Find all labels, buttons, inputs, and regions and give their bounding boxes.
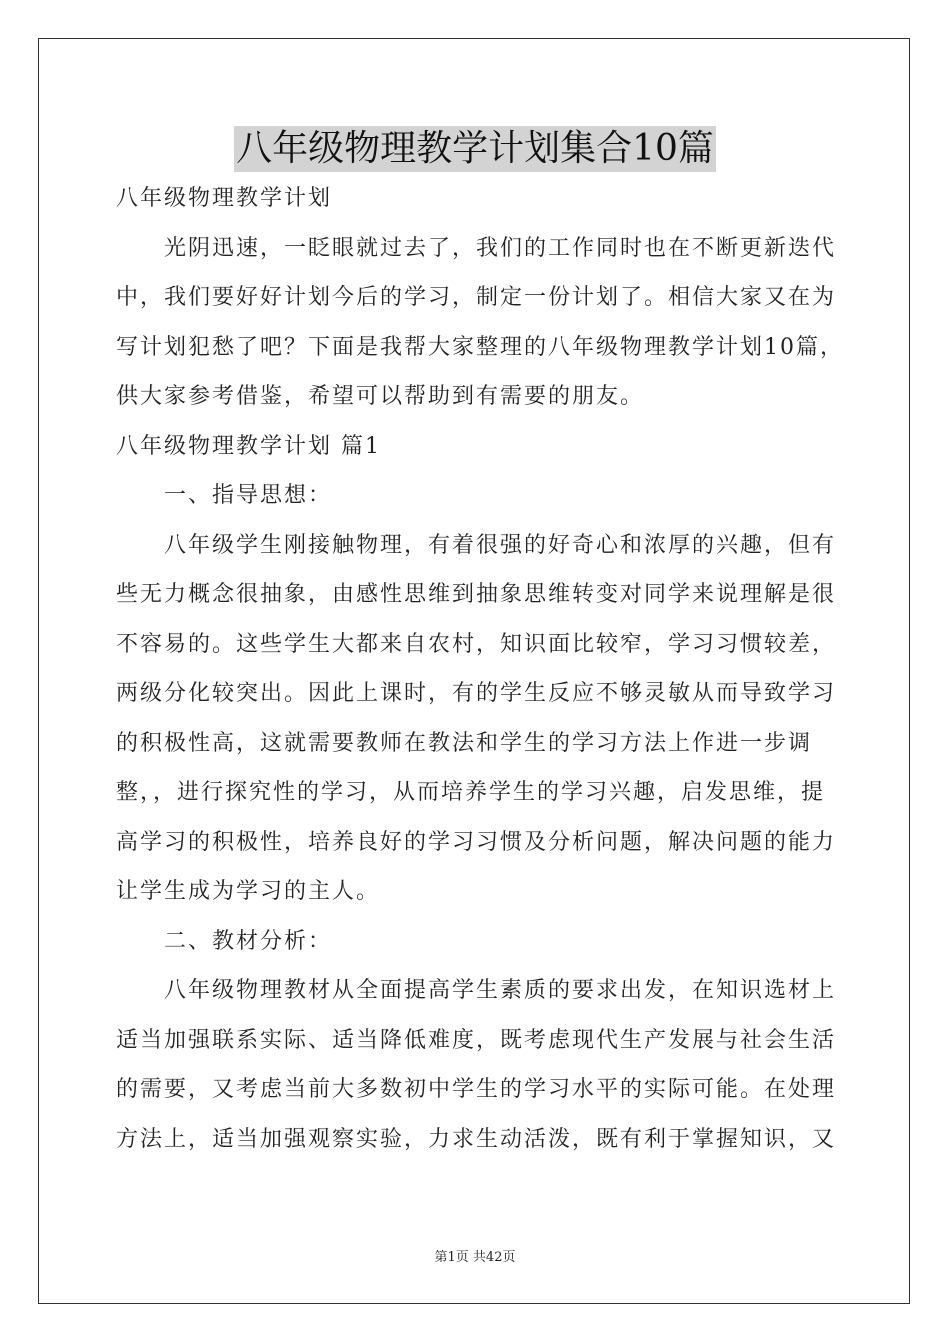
text-line: 二、教材分析： [164, 928, 333, 954]
text-line: 些无力概念很抽象，由感性思维到抽象思维转变对同学来说理解是很 [116, 582, 837, 607]
text-line: 高学习的积极性，培养良好的学习习惯及分析问题，解决问题的能力 [116, 829, 837, 855]
text-line: 适当加强联系实际、适当降低难度，既考虑现代生产发展与社会生活 [116, 1027, 837, 1053]
text-line: 中，我们要好好计划今后的学习，制定一份计划了。相信大家又在为 [116, 285, 837, 310]
text-line: 的积极性高，这就需要教师在教法和学生的学习方法上作进一步调 [116, 730, 813, 756]
document-title: 八年级物理教学计划集合10篇 [234, 126, 716, 172]
page-footer: 第1页 共42页 [434, 1250, 516, 1265]
text-line: 供大家参考借鉴，希望可以帮助到有需要的朋友。 [116, 384, 645, 409]
title-container [0, 126, 950, 172]
text-line: 八年级物理教学计划 [116, 186, 333, 211]
text-line: 整，，进行探究性的学习，从而培养学生的学习兴趣，启发思维，提 [116, 780, 826, 805]
text-line: 让学生成为学习的主人。 [116, 879, 381, 904]
text-line: 八年级学生刚接触物理，有着很强的好奇心和浓厚的兴趣，但有 [164, 532, 837, 558]
text-line: 两级分化较突出。因此上课时，有的学生反应不够灵敏从而导致学习 [116, 681, 837, 706]
text-line: 方法上，适当加强观察实验，力求生动活泼，既有利于掌握知识，又 [116, 1126, 837, 1152]
text-line: 写计划犯愁了吧？下面是我帮大家整理的八年级物理教学计划10篇， [116, 334, 844, 360]
text-line: 一、指导思想： [164, 483, 333, 508]
text-line: 不容易的。这些学生大都来自农村，知识面比较窄，学习习惯较差， [116, 631, 837, 657]
text-line: 八年级物理教材从全面提高学生素质的要求出发，在知识选材上 [164, 978, 837, 1003]
text-line: 光阴迅速，一眨眼就过去了，我们的工作同时也在不断更新迭代 [164, 235, 837, 261]
text-line: 八年级物理教学计划 篇1 [116, 433, 381, 459]
text-line: 的需要，又考虑当前大多数初中学生的学习水平的实际可能。在处理 [116, 1077, 837, 1102]
document-body [116, 174, 844, 1164]
